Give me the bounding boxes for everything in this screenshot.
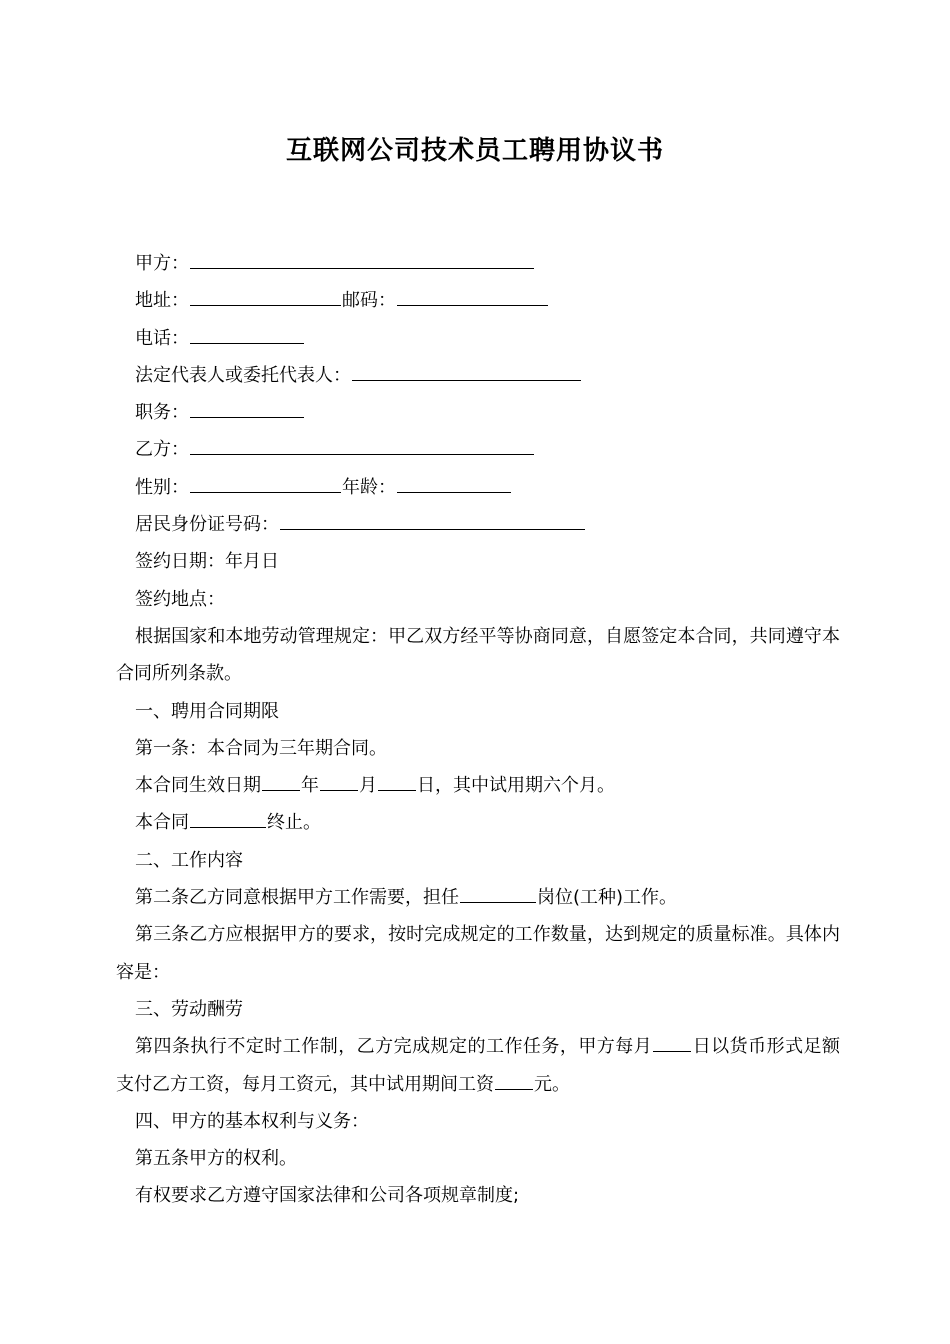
article4-text-3: 元。 [534,1073,570,1095]
article2-line [116,879,840,916]
effective-text-2: 年 [301,775,319,797]
representative-label: 法定代表人或委托代表人： [135,364,351,386]
effective-year-blank [262,772,300,791]
sign-place-line: 签约地点： [135,588,225,610]
effective-text-4: 日，其中试用期六个月。 [417,775,615,797]
phone-label: 电话： [135,327,189,349]
article4-text-2: 日以货币形式足额支付乙方工资，每月工资元，其中试用期间工资 [116,1036,841,1095]
effective-date-line [116,767,840,804]
postcode-label: 邮码： [342,290,396,312]
gender-line [116,469,840,506]
article4-text-1: 第四条执行不定时工作制，乙方完成规定的工作任务，甲方每月 [135,1036,653,1058]
article4-probation-blank [495,1071,533,1090]
party-b-label: 乙方： [135,439,189,461]
party-a-blank [190,250,534,269]
id-number-label: 居民身份证号码： [135,514,279,536]
article4-paragraph [116,1028,840,1103]
gender-label: 性别： [135,476,189,498]
intro-paragraph: 根据国家和本地劳动管理规定：甲乙双方经平等协商同意，自愿签定本合同，共同遵守本合同所列条款。 [116,625,840,685]
gender-blank [190,474,341,493]
right1-text: 有权要求乙方遵守国家法律和公司各项规章制度; [135,1185,520,1207]
document-title: 互联网公司技术员工聘用协议书 [285,136,664,166]
age-label: 年龄： [342,476,396,498]
article4-day-blank [653,1033,691,1052]
article5-text: 第五条甲方的权利。 [135,1148,297,1170]
article3-paragraph: 第三条乙方应根据甲方的要求，按时完成规定的工作数量，达到规定的质量标准。具体内容是： [116,924,840,983]
party-a-line [116,245,840,282]
article2-text-1: 第二条乙方同意根据甲方工作需要，担任 [135,887,459,909]
document-body [116,245,840,1215]
id-number-blank [280,511,585,530]
article1-text: 第一条：本合同为三年期合同。 [135,737,387,759]
section4-heading: 四、甲方的基本权利与义务： [135,1110,369,1132]
party-b-line [116,431,840,468]
article2-post-blank [460,884,536,903]
address-line [116,282,840,319]
termination-blank [190,809,266,828]
termination-text-2: 终止。 [267,812,321,834]
id-number-line [116,506,840,543]
address-blank [190,287,341,306]
termination-line [116,804,840,841]
address-label: 地址： [135,290,189,312]
representative-blank [352,362,581,381]
position-line [116,394,840,431]
effective-text-1: 本合同生效日期 [135,775,261,797]
effective-month-blank [320,772,358,791]
position-label: 职务： [135,402,189,424]
section3-heading: 三、劳动酬劳 [135,998,243,1020]
section2-heading: 二、工作内容 [135,849,243,871]
postcode-blank [397,287,548,306]
article2-text-2: 岗位(工种)工作。 [537,887,678,909]
position-blank [190,399,304,418]
phone-blank [190,325,304,344]
termination-text-1: 本合同 [135,812,189,834]
sign-date-line: 签约日期：年月日 [135,551,279,573]
party-b-blank [190,436,534,455]
effective-text-3: 月 [359,775,377,797]
section1-heading: 一、聘用合同期限 [135,700,279,722]
party-a-label: 甲方： [135,253,189,274]
phone-line [116,320,840,357]
age-blank [397,474,511,493]
representative-line [116,357,840,394]
effective-day-blank [378,772,416,791]
